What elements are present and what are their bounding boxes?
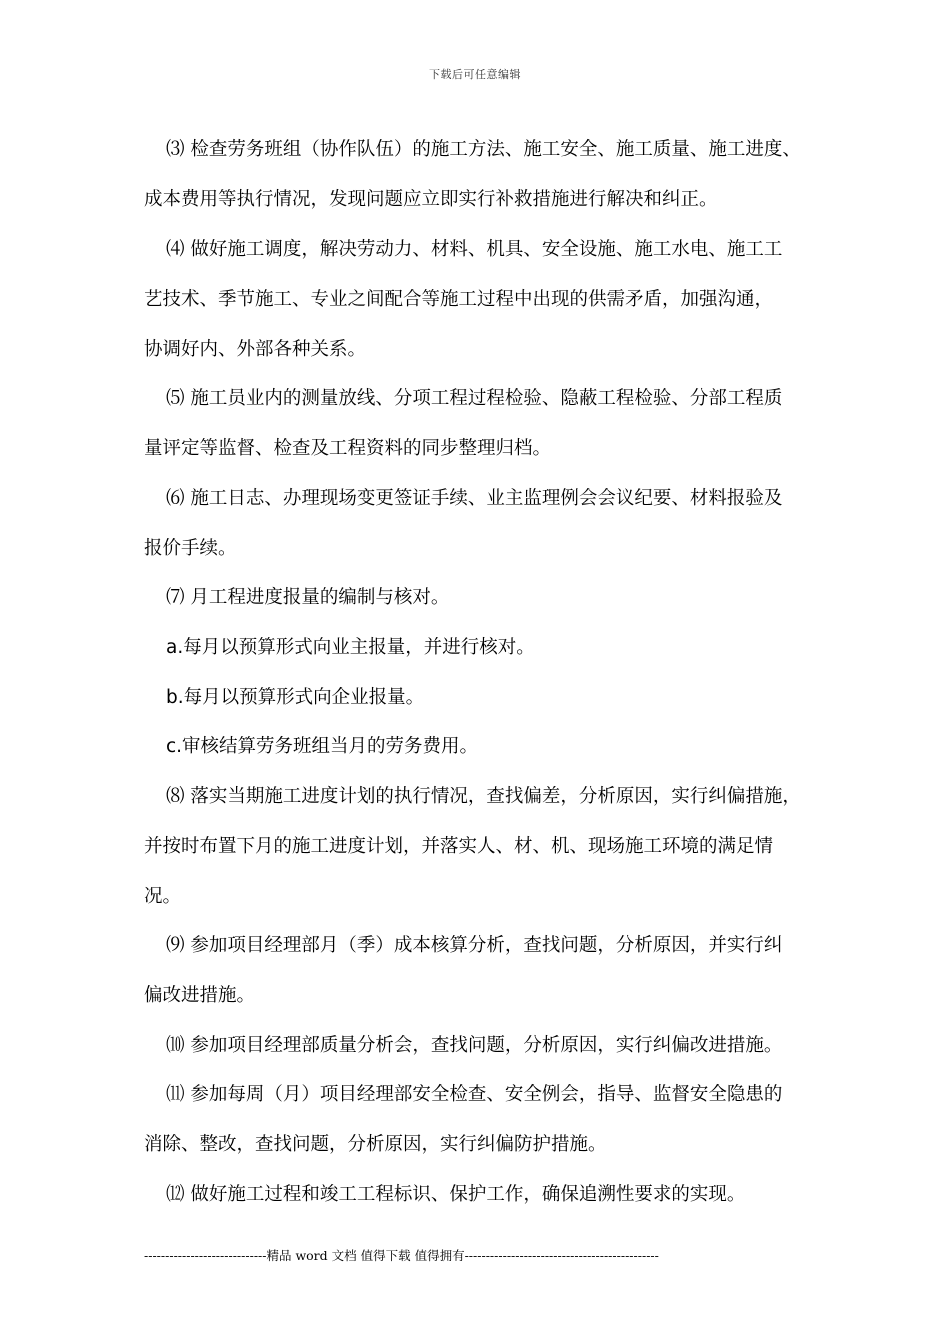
paragraph-line: b.每月以预算形式向企业报量。 [166, 687, 425, 708]
paragraph-line: 成本费用等执行情况，发现问题应立即实行补救措施进行解决和纠正。 [144, 189, 718, 210]
paragraph-line: ⑸ 施工员业内的测量放线、分项工程过程检验、隐蔽工程检验、分部工程质 [166, 388, 783, 409]
paragraph-line: 量评定等监督、检查及工程资料的同步整理归档。 [144, 438, 552, 459]
paragraph-line: 协调好内、外部各种关系。 [144, 339, 367, 360]
header-note: 下载后可任意编辑 [429, 68, 521, 81]
paragraph-line: 况。 [144, 886, 182, 907]
paragraph-line: ⑶ 检查劳务班组（协作队伍）的施工方法、施工安全、施工质量、施工进度、 [166, 139, 801, 160]
paragraph-line: ⑷ 做好施工调度，解决劳动力、材料、机具、安全设施、施工水电、施工工 [166, 239, 783, 260]
paragraph-line: ⑿ 做好施工过程和竣工工程标识、保护工作，确保追溯性要求的实现。 [166, 1184, 746, 1205]
paragraph-line: ⑺ 月工程进度报量的编制与核对。 [166, 587, 450, 608]
footer-note: -----------------------------精品 word 文档 值得下载 值得拥有---------------------------------------------- [144, 1248, 659, 1263]
paragraph-line: 并按时布置下月的施工进度计划，并落实人、材、机、现场施工环境的满足情 [144, 836, 774, 857]
paragraph-line: 报价手续。 [144, 538, 237, 559]
paragraph-line: 偏改进措施。 [144, 985, 256, 1006]
paragraph-line: ⑼ 参加项目经理部月（季）成本核算分析，查找问题，分析原因，并实行纠 [166, 935, 783, 956]
paragraph-line: ⑽ 参加项目经理部质量分析会，查找问题，分析原因，实行纠偏改进措施。 [166, 1035, 783, 1056]
paragraph-line: a.每月以预算形式向业主报量，并进行核对。 [166, 637, 535, 658]
paragraph-line: ⑻ 落实当期施工进度计划的执行情况，查找偏差，分析原因，实行纠偏措施， [166, 786, 801, 807]
paragraph-line: ⑹ 施工日志、办理现场变更签证手续、业主监理例会会议纪要、材料报验及 [166, 488, 783, 509]
paragraph-line: c.审核结算劳务班组当月的劳务费用。 [166, 736, 479, 757]
paragraph-line: 艺技术、季节施工、专业之间配合等施工过程中出现的供需矛盾，加强沟通， [144, 289, 774, 310]
paragraph-line: ⑾ 参加每周（月）项目经理部安全检查、安全例会，指导、监督安全隐患的 [166, 1084, 783, 1105]
paragraph-line: 消除、整改，查找问题，分析原因，实行纠偏防护措施。 [144, 1134, 607, 1155]
